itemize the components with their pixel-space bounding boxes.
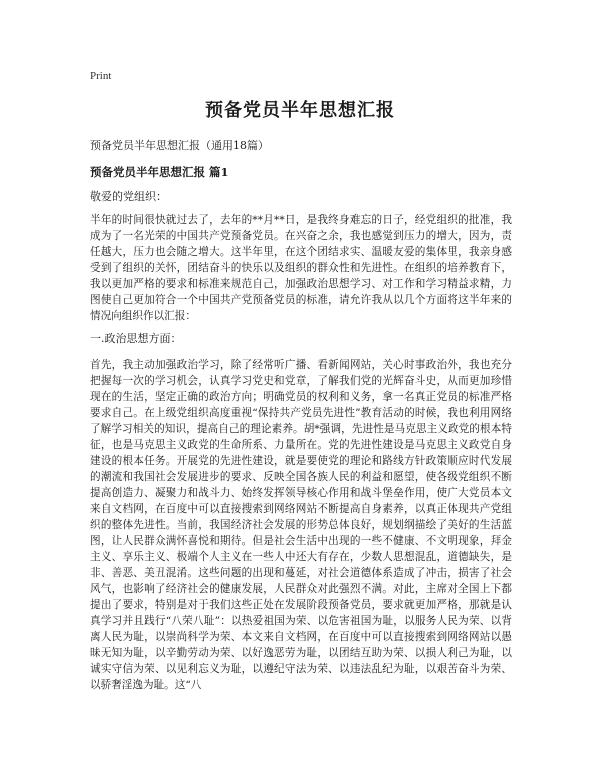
paragraph-intro: 半年的时间很快就过去了，去年的**月**日，是我终身难忘的日子，经党组织的批准，我成为了一名光荣的中国共产党预备党员。在兴奋之余，我也感觉到压力的增大，因为，责任越大，压力也会随之增大。这半年里，在这个团结求实、温暖友爱的集体里，我亲身感受到了组织的关怀，团结奋斗的快乐以及组织的群众性和先进性。在组织的培养教育下，我以更加严格的要求和标准来规范自己，加强政治思想学习、对工作和学习精益求精，力图使自己更加符合一个中国共产党预备党员的标准，请允许我从以几个方面将这半年来的情况向组织作以汇报： <box>90 214 512 322</box>
document-subtitle: 预备党员半年思想汇报（通用18篇） <box>90 139 269 152</box>
section-heading: 预备党员半年思想汇报 篇1 <box>90 165 229 179</box>
page-title: 预备党员半年思想汇报 <box>205 100 395 121</box>
print-link[interactable]: Print <box>90 70 112 82</box>
paragraph-political: 首先，我主动加强政治学习，除了经常听广播、看新闻网站，关心时事政治外，我也充分把握每一次的学习机会，认真学习党史和党章，了解我们党的光辉奋斗史，从而更加珍惜现在的生活，坚定正确的政治方向；明确党员的权利和义务，拿一名真正党员的标准严格要求自己。在上级党组织高度重视“保持共产党员先进性”教育活动的时候，我也利用网络了解学习相关的知识，提高自己的理论素养。胡*强调，先进性是马克思主义政党的根本特征，也是马克思主义政党的生命所系、力量所在。党的先进性建设是马克思主义政党自身建设的根本任务。开展党的先进性建设，就是要使党的理论和路线方针政策顺应时代发展的潮流和我国社会发展进步的要求、反映全国各族人民的利益和愿望，使各级党组织不断提高创造力、凝聚力和战斗力、始终发挥领导核心作用和战斗堡垒作用，使广大党员本文来自文档网，在百度中可以直接搜索到网络网站不断提高自身素养，以真正体现共产党组织的整体先进性。当前，我国经济社会发展的形势总体良好，规划纲描绘了美好的生活蓝图，让人民群众满怀喜悦和期待。但是社会生活中出现的一些不健康、不文明现象，拜金主义、享乐主义、极端个人主义在一些人中还大有存在，少数人思想混乱，道德缺失，是非、善恶、美丑混淆。这些问题的出现和蔓延，对社会道德体系造成了冲击，损害了社会风气，也影响了经济社会的健康发展，人民群众对此强烈不满。对此，主席对全国上下都提出了要求，特别是对于我们这些正处在发展阶段预备党员，要求就更加严格，那就是认真学习并且践行“八荣八耻”：以热爱祖国为荣、以危害祖国为耻，以服务人民为荣、以背离人民为耻，以崇尚科学为荣、本文来自文档网，在百度中可以直接搜索到网络网站以愚昧无知为耻，以辛勤劳动为荣、以好逸恶劳为耻，以团结互助为荣、以损人利己为耻，以诚实守信为荣、以见利忘义为耻，以遵纪守法为荣、以违法乱纪为耻，以艰苦奋斗为荣、以骄奢淫逸为耻。这“八 <box>90 359 512 691</box>
subsection-heading: 一.政治思想方面： <box>90 332 182 345</box>
greeting: 敬爱的党组织： <box>90 190 167 203</box>
